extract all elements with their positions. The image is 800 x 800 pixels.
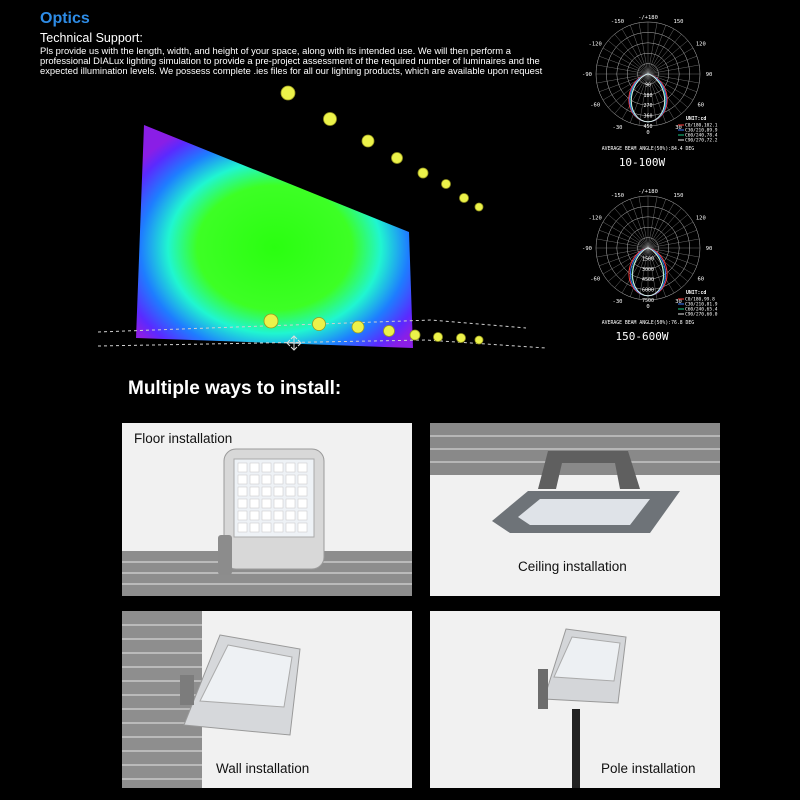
dialux-simulation-image — [96, 80, 576, 370]
polar-radial-label: 90 — [644, 82, 652, 89]
polar-angle-label: 0 — [646, 304, 650, 310]
ceiling-installation-card — [430, 423, 720, 596]
polar-light-distribution-chart — [578, 8, 718, 158]
polar-angle-label: 60 — [697, 276, 705, 283]
pole-installation-card — [430, 611, 720, 788]
wall-installation-label: Wall installation — [216, 761, 310, 776]
polar-angle-label: 120 — [695, 215, 706, 222]
polar-chart-caption: 150-600W — [615, 330, 669, 343]
polar-legend-entry: C0/180,99.8 — [685, 297, 715, 303]
polar-legend-entry: C30/210,81.9 — [685, 302, 718, 308]
polar-angle-label: -/+180 — [638, 189, 658, 195]
wall-installation-card — [122, 611, 412, 788]
polar-angle-label: 120 — [695, 41, 706, 48]
pole-installation-label: Pole installation — [601, 761, 696, 776]
polar-beam-angle: AVERAGE BEAM ANGLE(50%):84.4 DEG — [601, 147, 695, 152]
polar-angle-label: -90 — [582, 72, 592, 78]
polar-unit-label: UNIT:cd — [686, 117, 707, 122]
technical-support-subtitle: Technical Support: — [40, 31, 143, 45]
polar-angle-label: -150 — [610, 19, 625, 26]
polar-radial-label: 450 — [643, 124, 653, 130]
polar-angle-label: -60 — [590, 102, 601, 109]
floor-installation-card — [122, 423, 412, 596]
polar-radial-label: 6000 — [641, 287, 655, 294]
polar-legend-entry: C30/210,89.9 — [685, 128, 718, 134]
polar-angle-label: -30 — [612, 298, 623, 305]
technical-support-description: Pls provide us with the length, width, and height of your space, along with its intended use. We will then perform a professional DIALux lighting simulation to provide a pre-project assessment of the required number of luminaires and the expected illumination levels. We possess complete .ies files for all our lighting products, which are available upon request — [40, 45, 543, 76]
polar-radial-label: 360 — [643, 113, 653, 120]
polar-radial-label: 270 — [643, 103, 653, 110]
polar-radial-label: 4500 — [641, 277, 655, 284]
polar-radial-label: 3000 — [641, 266, 655, 273]
floor-installation-label: Floor installation — [134, 431, 233, 446]
polar-unit-label: UNIT:cd — [686, 291, 707, 296]
polar-angle-label: 90 — [705, 246, 713, 252]
polar-angle-label: -60 — [590, 276, 601, 283]
polar-angle-label: 150 — [673, 193, 684, 200]
polar-light-distribution-chart — [578, 182, 718, 332]
polar-radial-label: 180 — [643, 92, 653, 99]
floodlight-image — [180, 631, 310, 741]
polar-angle-label: 30 — [675, 298, 682, 305]
polar-radial-label: 1500 — [641, 256, 655, 263]
polar-legend-entry: C90/270,72.2 — [685, 138, 718, 144]
polar-angle-label: -/+180 — [638, 15, 658, 21]
polar-legend-entry: C90/270,60.0 — [685, 312, 718, 318]
polar-legend-entry: C60/240,78.4 — [685, 133, 718, 139]
polar-angle-label: 60 — [697, 102, 705, 109]
optics-title: Optics — [40, 10, 90, 27]
install-heading: Multiple ways to install: — [128, 378, 342, 399]
polar-angle-label: 90 — [705, 72, 713, 78]
ceiling-installation-label: Ceiling installation — [518, 559, 627, 574]
polar-angle-label: -30 — [612, 124, 623, 131]
polar-angle-label: -90 — [582, 246, 592, 252]
polar-angle-label: -120 — [588, 215, 602, 222]
polar-angle-label: 0 — [646, 130, 650, 136]
polar-beam-angle: AVERAGE BEAM ANGLE(50%):76.8 DEG — [601, 321, 695, 326]
polar-legend-entry: C60/240,65.4 — [685, 307, 718, 313]
polar-angle-label: 30 — [675, 124, 682, 131]
polar-radial-label: 7500 — [641, 298, 655, 304]
floodlight-image — [218, 445, 328, 580]
polar-chart-caption: 10-100W — [618, 156, 666, 169]
floodlight-image — [480, 441, 680, 541]
polar-angle-label: 150 — [673, 19, 684, 26]
polar-angle-label: -150 — [610, 193, 625, 200]
polar-angle-label: -120 — [588, 41, 602, 48]
polar-legend-entry: C0/180,102.1 — [685, 123, 718, 129]
